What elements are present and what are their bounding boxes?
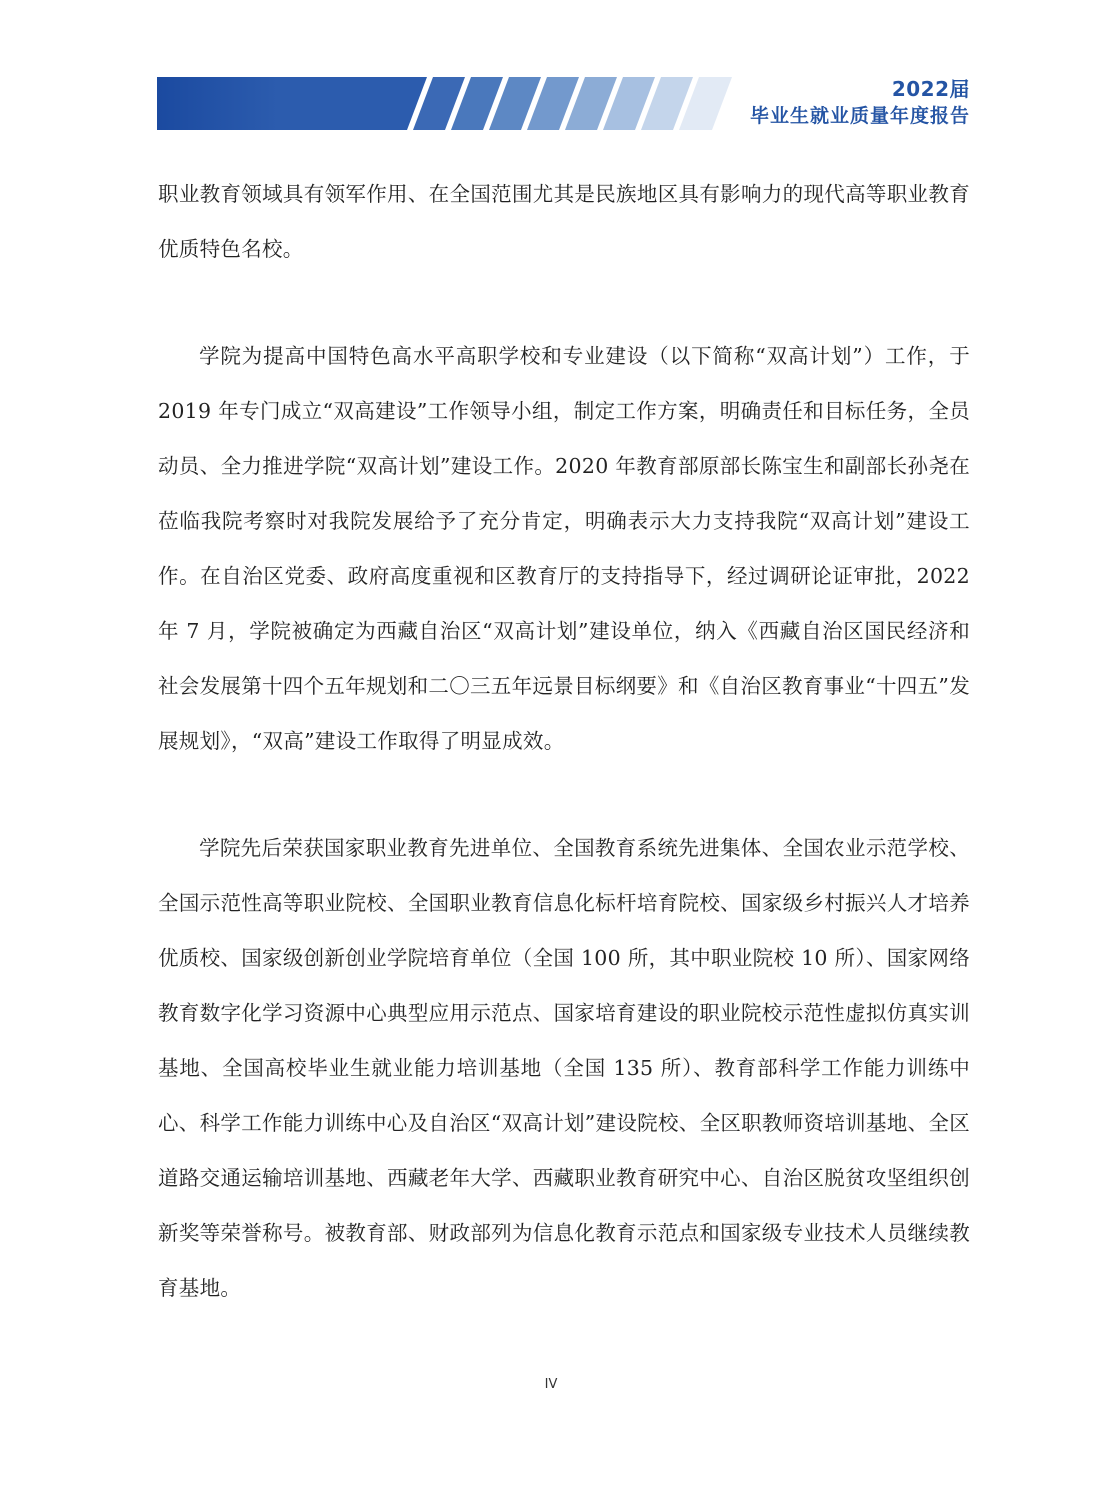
header-band-graphic [157,77,732,130]
report-subtitle: 毕业生就业质量年度报告 [749,105,970,127]
page-number: IV [544,1377,558,1392]
paragraph-double-high-plan: 学院为提高中国特色高水平高职学校和专业建设（以下简称“双高计划”）工作，于 2019 年专门成立“双高建设”工作领导小组，制定工作方案，明确责任和目标任务，全员动员、全力推进学院“双高计划”建设工作。2020 年教育部原部长陈宝生和副部长孙尧在莅临我院考察时对我院发展给予了充分肯定，明确表示大力支持我院“双高计划”建设工作。在自治区党委、政府高度重视和区教育厅的支持指导下，经过调研论证审批，2022 年 7 月，学院被确定为西藏自治区“双高计划”建设单位，纳入《西藏自治区国民经济和社会发展第十四个五年规划和二〇三五年远景目标纲要》和《自治区教育事业“十四五”发展规划》，“双高”建设工作取得了明显成效。 [158,344,970,753]
paragraph-continuation: 职业教育领域具有领军作用、在全国范围尤其是民族地区具有影响力的现代高等职业教育优质特色名校。 [158,182,970,261]
band-segment-0 [157,77,427,130]
body-content [158,167,970,1316]
report-header-title [750,76,970,130]
paragraph-honors: 学院先后荣获国家职业教育先进单位、全国教育系统先进集体、全国农业示范学校、全国示范性高等职业院校、全国职业教育信息化标杆培育院校、国家级乡村振兴人才培养优质校、国家级创新创业学院培育单位（全国 100 所，其中职业院校 10 所）、国家网络教育数字化学习资源中心典型应用示范点、国家培育建设的职业院校示范性虚拟仿真实训基地、全国高校毕业生就业能力培训基地（全国 135 所）、教育部科学工作能力训练中心、科学工作能力训练中心及自治区“双高计划”建设院校、全区职教师资培训基地、全区道路交通运输培训基地、西藏老年大学、西藏职业教育研究中心、自治区脱贫攻坚组织创新奖等荣誉称号。被教育部、财政部列为信息化教育示范点和国家级专业技术人员继续教育基地。 [158,836,970,1300]
header-decorative-band [157,77,732,130]
report-year: 2022届 [891,77,970,101]
